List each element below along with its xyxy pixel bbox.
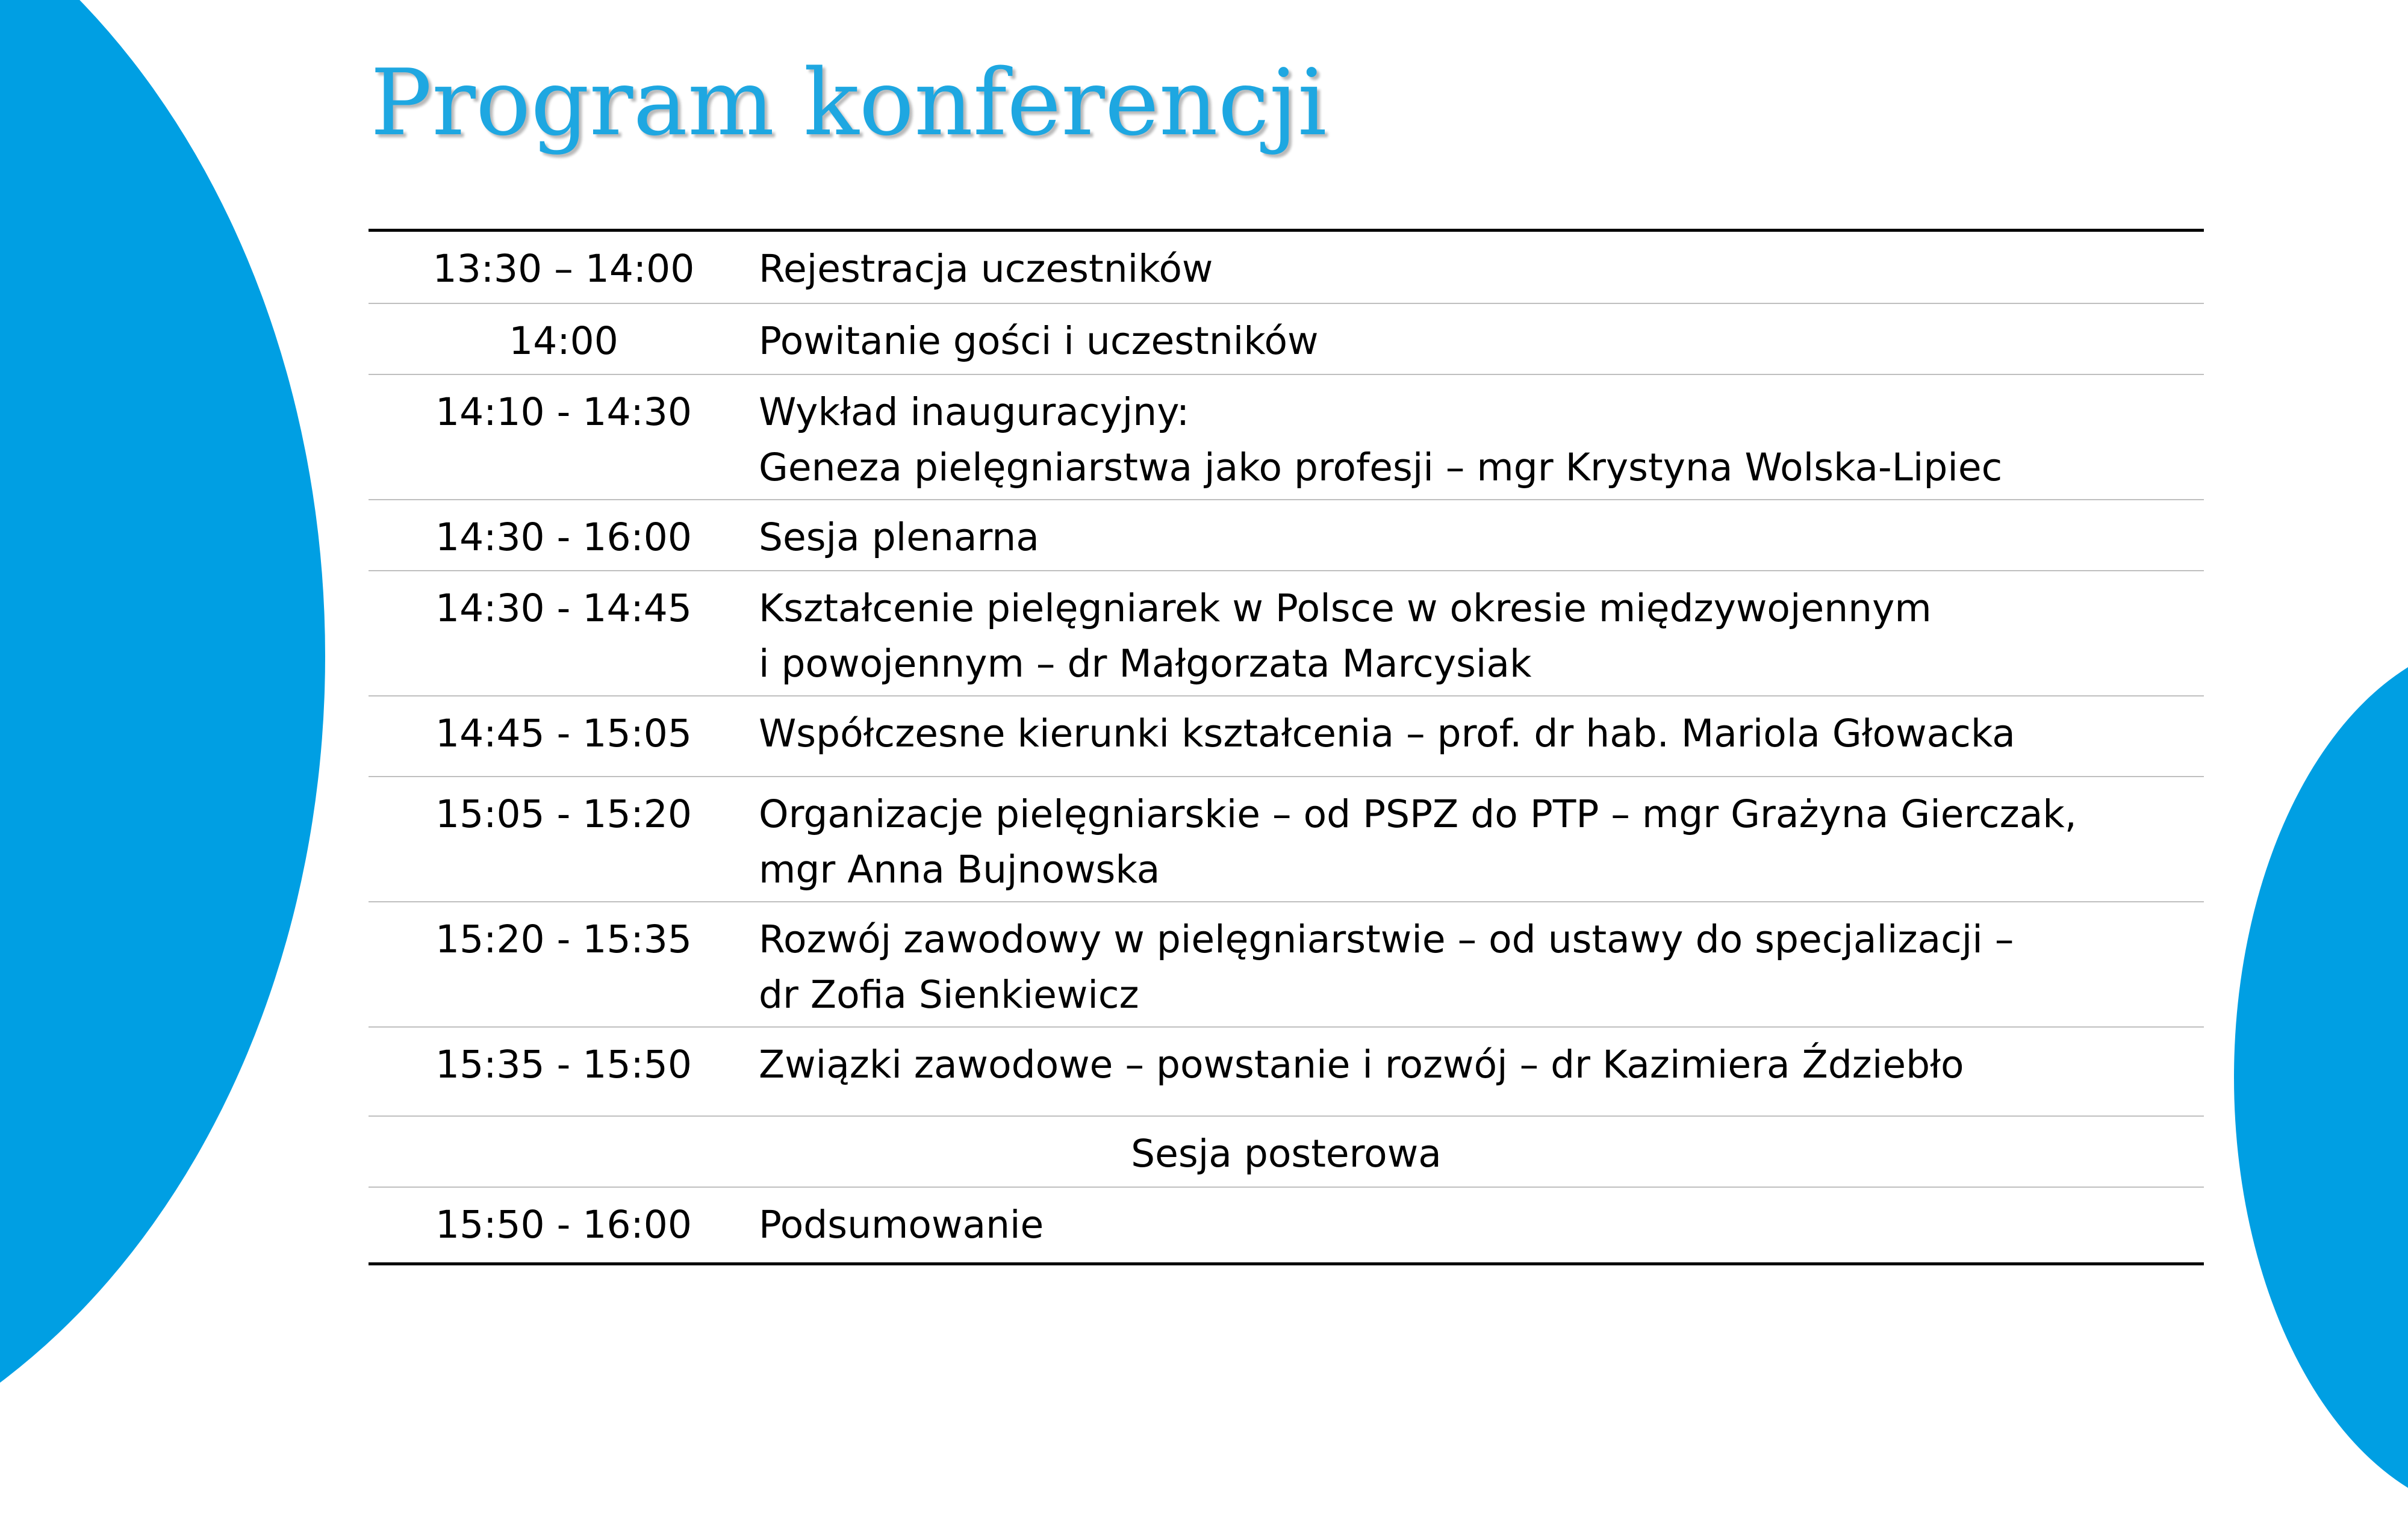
event-text: Rozwój zawodowy w pielęgniarstwie – od ustawy do specjalizacji – — [759, 917, 2014, 961]
row-event — [759, 902, 2204, 1026]
event-text: Geneza pielęgniarstwa jako profesji – mgr Krystyna Wolska-Lipiec — [759, 445, 2003, 489]
row-event — [759, 696, 2204, 776]
row-event — [759, 777, 2204, 901]
row-time: 14:30 - 16:00 — [435, 515, 692, 559]
row-time: 15:35 - 15:50 — [435, 1043, 692, 1087]
row-event — [759, 1028, 2204, 1115]
row-event — [759, 1188, 2204, 1262]
row-time: 15:50 - 16:00 — [435, 1203, 692, 1247]
schedule-table — [369, 229, 2204, 1265]
row-time: 14:45 - 15:05 — [435, 712, 692, 755]
row-event — [759, 500, 2204, 570]
schedule-row — [369, 499, 2204, 570]
schedule-row — [369, 1026, 2204, 1115]
event-text: Współczesne kierunki kształcenia – prof. dr hab. Mariola Głowacka — [759, 712, 2015, 755]
row-event — [759, 304, 2204, 374]
event-text: Organizacje pielęgniarskie – od PSPZ do PTP – mgr Grażyna Gierczak, — [759, 792, 2077, 836]
row-event — [759, 571, 2204, 695]
event-text: Podsumowanie — [759, 1203, 1044, 1247]
row-event — [759, 375, 2204, 499]
event-text: Powitanie gości i uczestników — [759, 319, 1319, 363]
schedule-row — [369, 374, 2204, 499]
event-text: Sesja plenarna — [759, 515, 1039, 559]
event-text: dr Zofia Sienkiewicz — [759, 973, 1139, 1017]
decorative-circle-left — [0, 0, 325, 1499]
schedule-row — [369, 695, 2204, 776]
event-text: Rejestracja uczestników — [759, 247, 1213, 291]
row-time: 14:10 - 14:30 — [435, 390, 692, 434]
row-time: 13:30 – 14:00 — [432, 247, 695, 291]
event-text: Kształcenie pielęgniarek w Polsce w okresie międzywojennym — [759, 586, 1932, 630]
row-event-full: Sesja posterowa — [1131, 1132, 1442, 1176]
row-event — [759, 232, 2204, 303]
event-text: mgr Anna Bujnowska — [759, 848, 1160, 892]
decorative-circle-right — [2234, 638, 2408, 1517]
row-time: 15:05 - 15:20 — [435, 792, 692, 836]
row-time: 14:00 — [509, 319, 618, 363]
schedule-row — [369, 776, 2204, 901]
row-time: 15:20 - 15:35 — [435, 917, 692, 961]
schedule-row — [369, 303, 2204, 374]
page-title: Program konferencji — [370, 49, 1327, 156]
schedule-row-poster-session — [369, 1115, 2204, 1187]
schedule-row — [369, 570, 2204, 695]
schedule-row — [369, 901, 2204, 1026]
event-text: i powojennym – dr Małgorzata Marcysiak — [759, 642, 1532, 686]
schedule-row — [369, 232, 2204, 303]
event-text: Związki zawodowe – powstanie i rozwój – dr Kazimiera Ździebło — [759, 1043, 1964, 1087]
event-text: Wykład inauguracyjny: — [759, 390, 1190, 434]
row-time: 14:30 - 14:45 — [435, 586, 692, 630]
schedule-row — [369, 1187, 2204, 1262]
